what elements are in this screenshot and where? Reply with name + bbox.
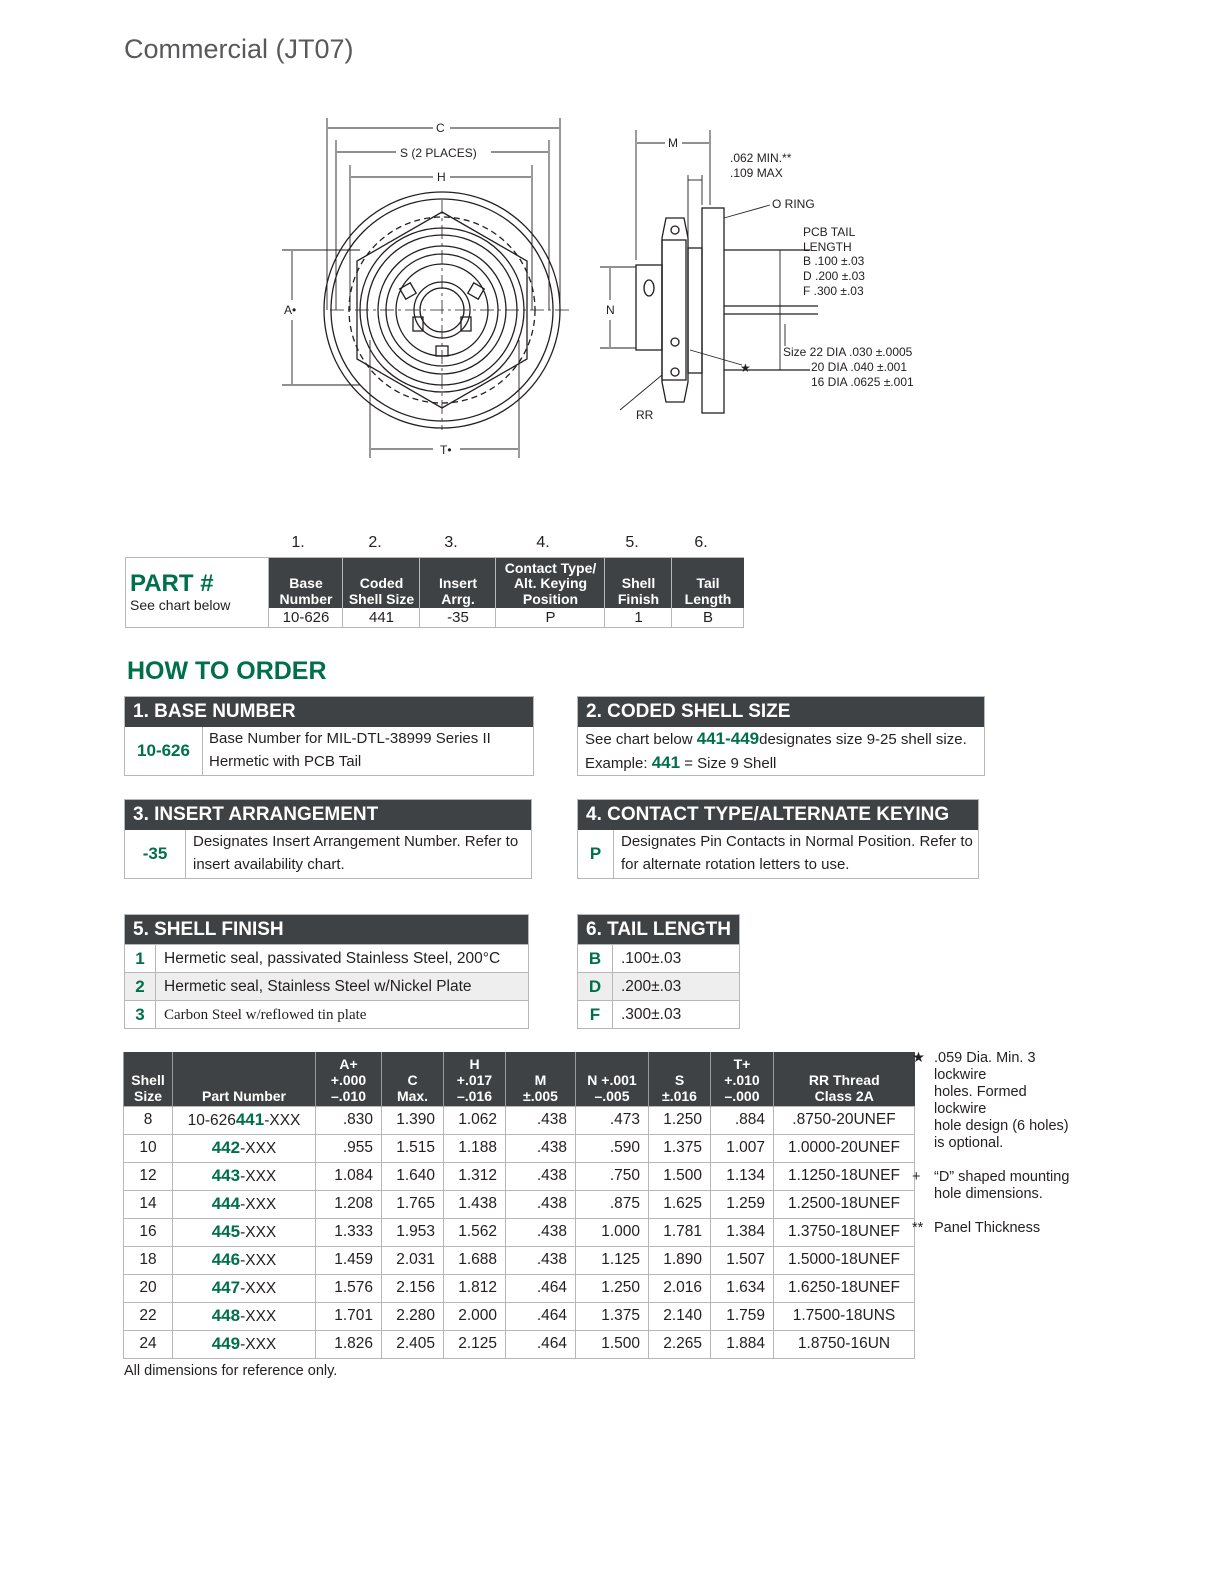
cell-a: .955 bbox=[316, 1134, 382, 1162]
cell-c: 1.515 bbox=[382, 1134, 444, 1162]
pcb-f-label: F .300 ±.03 bbox=[803, 284, 864, 298]
cell-size: 14 bbox=[124, 1190, 173, 1218]
cell-c: 1.765 bbox=[382, 1190, 444, 1218]
cell-t: 1.634 bbox=[711, 1274, 774, 1302]
cell-s: 2.265 bbox=[649, 1330, 711, 1358]
pn-col-header: Shell Finish bbox=[605, 558, 672, 608]
box-header: 1. BASE NUMBER bbox=[125, 697, 533, 727]
cell-size: 16 bbox=[124, 1218, 173, 1246]
dim-t-label: T• bbox=[440, 443, 452, 457]
front-view bbox=[282, 118, 570, 458]
pn-col-value: P bbox=[545, 609, 556, 626]
reference-footnote: All dimensions for reference only. bbox=[124, 1363, 338, 1379]
col-header-t: T+ +.010 –.000 bbox=[711, 1052, 774, 1106]
star-icon: ★ bbox=[740, 361, 751, 375]
base-number-box bbox=[124, 696, 534, 776]
cell-n: .473 bbox=[576, 1106, 649, 1134]
part-number-cell: 442-XXX bbox=[173, 1134, 316, 1162]
cell-t: 1.134 bbox=[711, 1162, 774, 1190]
cell-m: .438 bbox=[506, 1246, 576, 1274]
box-header: 5. SHELL FINISH bbox=[125, 915, 528, 945]
shell-finish-row: 1 Hermetic seal, passivated Stainless Steel, 200°C bbox=[125, 944, 528, 973]
cell-c: 1.640 bbox=[382, 1162, 444, 1190]
pn-col-value: 10-626 bbox=[282, 609, 330, 626]
cell-m: .464 bbox=[506, 1330, 576, 1358]
part-number-heading: PART # bbox=[130, 570, 214, 597]
table-row bbox=[124, 1106, 915, 1134]
cell-rr: 1.6250-18UNEF bbox=[774, 1274, 915, 1302]
table-row bbox=[124, 1246, 915, 1274]
cell-rr: .8750-20UNEF bbox=[774, 1106, 915, 1134]
column-number: 5. bbox=[625, 534, 639, 551]
cell-size: 10 bbox=[124, 1134, 173, 1162]
panel-max-label: .109 MAX bbox=[730, 166, 783, 180]
cell-h: 2.000 bbox=[444, 1302, 506, 1330]
table-row bbox=[124, 1330, 915, 1358]
dia-label-1: Size 22 DIA .030 ±.0005 bbox=[783, 345, 913, 359]
pn-col-shell-finish bbox=[604, 558, 672, 627]
cell-c: 2.405 bbox=[382, 1330, 444, 1358]
insert-arrangement-box bbox=[124, 799, 532, 879]
cell-h: 2.125 bbox=[444, 1330, 506, 1358]
dim-n-label: N bbox=[606, 303, 615, 317]
pn-col-contact-type bbox=[495, 558, 605, 627]
table-row bbox=[124, 1302, 915, 1330]
shell-finish-row: 2 Hermetic seal, Stainless Steel w/Nickel Plate bbox=[125, 972, 528, 1001]
shell-finish-row: 3 Carbon Steel w/reflowed tin plate bbox=[125, 1000, 528, 1029]
col-header-s: S ±.016 bbox=[649, 1052, 711, 1106]
cell-c: 2.280 bbox=[382, 1302, 444, 1330]
part-number-cell: 449-XXX bbox=[173, 1330, 316, 1358]
cell-h: 1.688 bbox=[444, 1246, 506, 1274]
table-row bbox=[124, 1162, 915, 1190]
dim-a-label: A• bbox=[284, 303, 297, 317]
cell-m: .464 bbox=[506, 1274, 576, 1302]
base-number-code: 10-626 bbox=[125, 727, 203, 775]
cell-m: .438 bbox=[506, 1106, 576, 1134]
base-number-description: Base Number for MIL-DTL-38999 Series II Hermetic with PCB Tail bbox=[209, 730, 491, 770]
cell-size: 24 bbox=[124, 1330, 173, 1358]
part-number-label-cell bbox=[126, 558, 268, 627]
cell-s: 2.140 bbox=[649, 1302, 711, 1330]
page-title: Commercial (JT07) bbox=[124, 34, 354, 64]
cell-n: 1.000 bbox=[576, 1218, 649, 1246]
cell-n: 1.250 bbox=[576, 1274, 649, 1302]
cell-a: 1.576 bbox=[316, 1274, 382, 1302]
pn-col-value: -35 bbox=[447, 609, 469, 626]
pn-col-header: Insert Arrg. bbox=[420, 558, 496, 608]
contact-type-code: P bbox=[578, 830, 614, 878]
column-number: 4. bbox=[536, 534, 550, 551]
cell-h: 1.062 bbox=[444, 1106, 506, 1134]
cell-a: 1.333 bbox=[316, 1218, 382, 1246]
cell-c: 1.390 bbox=[382, 1106, 444, 1134]
tail-length-row: D .200±.03 bbox=[578, 972, 739, 1001]
double-asterisk-icon: ** bbox=[912, 1220, 924, 1236]
cell-m: .438 bbox=[506, 1218, 576, 1246]
note-lockwire: ★ .059 Dia. Min. 3 lockwire holes. Formed lockwire hole design (6 holes) is optional. bbox=[912, 1050, 1069, 1151]
box-header: 4. CONTACT TYPE/ALTERNATE KEYING bbox=[578, 800, 978, 830]
cell-t: 1.507 bbox=[711, 1246, 774, 1274]
col-header-part-number: Part Number bbox=[173, 1052, 316, 1106]
table-row bbox=[124, 1274, 915, 1302]
note-d-shaped: + “D” shaped mounting hole dimensions. bbox=[912, 1169, 1070, 1202]
cell-t: .884 bbox=[711, 1106, 774, 1134]
column-number: 2. bbox=[368, 534, 382, 551]
cell-s: 2.016 bbox=[649, 1274, 711, 1302]
note-panel-thickness: ** Panel Thickness bbox=[912, 1220, 1041, 1236]
dimension-table-header bbox=[124, 1052, 915, 1106]
coded-shell-description: See chart below 441-449designates size 9-25 shell size. Example: 441 = Size 9 Shell bbox=[585, 729, 967, 772]
coded-shell-size-box bbox=[577, 696, 985, 776]
insert-arrangement-description: Designates Insert Arrangement Number. Refer to insert availability chart. bbox=[193, 833, 519, 873]
cell-c: 2.031 bbox=[382, 1246, 444, 1274]
dia-label-2: 20 DIA .040 ±.001 bbox=[811, 360, 907, 374]
column-number: 6. bbox=[694, 534, 708, 551]
tail-length-box bbox=[577, 914, 740, 1029]
box-header: 2. CODED SHELL SIZE bbox=[578, 697, 984, 727]
cell-n: .875 bbox=[576, 1190, 649, 1218]
insert-arrangement-code: -35 bbox=[125, 830, 186, 878]
table-row bbox=[124, 1190, 915, 1218]
cell-t: 1.384 bbox=[711, 1218, 774, 1246]
cell-n: 1.500 bbox=[576, 1330, 649, 1358]
cell-n: 1.125 bbox=[576, 1246, 649, 1274]
cell-rr: 1.7500-18UNS bbox=[774, 1302, 915, 1330]
cell-h: 1.562 bbox=[444, 1218, 506, 1246]
connector-drawing bbox=[270, 110, 970, 470]
cell-s: 1.781 bbox=[649, 1218, 711, 1246]
cell-c: 2.156 bbox=[382, 1274, 444, 1302]
col-header-a: A+ +.000 –.010 bbox=[316, 1052, 382, 1106]
cell-s: 1.625 bbox=[649, 1190, 711, 1218]
cell-a: 1.826 bbox=[316, 1330, 382, 1358]
cell-h: 1.188 bbox=[444, 1134, 506, 1162]
table-row bbox=[124, 1218, 915, 1246]
cell-h: 1.312 bbox=[444, 1162, 506, 1190]
part-number-cell: 10-626441-XXX bbox=[173, 1106, 316, 1134]
cell-s: 1.500 bbox=[649, 1162, 711, 1190]
col-header-shell-size: Shell Size bbox=[124, 1052, 173, 1106]
cell-t: 1.007 bbox=[711, 1134, 774, 1162]
pn-col-header: Coded Shell Size bbox=[343, 558, 420, 608]
cell-m: .464 bbox=[506, 1302, 576, 1330]
pn-col-header: Contact Type/ Alt. Keying Position bbox=[496, 558, 605, 608]
pn-col-tail-length bbox=[671, 558, 744, 627]
part-number-cell: 447-XXX bbox=[173, 1274, 316, 1302]
col-header-rr-thread: RR Thread Class 2A bbox=[774, 1052, 915, 1106]
part-number-cell: 448-XXX bbox=[173, 1302, 316, 1330]
part-number-cell: 444-XXX bbox=[173, 1190, 316, 1218]
table-row bbox=[124, 1134, 915, 1162]
dim-c-label: C bbox=[436, 121, 445, 135]
part-number-table bbox=[125, 557, 744, 628]
cell-rr: 1.3750-18UNEF bbox=[774, 1218, 915, 1246]
cell-a: 1.459 bbox=[316, 1246, 382, 1274]
pn-col-value: 1 bbox=[634, 609, 643, 626]
cell-n: .750 bbox=[576, 1162, 649, 1190]
cell-s: 1.890 bbox=[649, 1246, 711, 1274]
shell-finish-box bbox=[124, 914, 529, 1029]
dim-h-label: H bbox=[437, 170, 446, 184]
star-icon: ★ bbox=[912, 1050, 925, 1066]
cell-rr: 1.5000-18UNEF bbox=[774, 1246, 915, 1274]
part-number-column-numbers bbox=[0, 534, 800, 554]
box-header: 6. TAIL LENGTH bbox=[578, 915, 739, 945]
pn-col-base-number bbox=[268, 558, 343, 627]
cell-t: 1.759 bbox=[711, 1302, 774, 1330]
how-to-order-heading: HOW TO ORDER bbox=[127, 657, 327, 685]
cell-rr: 1.0000-20UNEF bbox=[774, 1134, 915, 1162]
cell-rr: 1.8750-16UN bbox=[774, 1330, 915, 1358]
cell-c: 1.953 bbox=[382, 1218, 444, 1246]
contact-type-description: Designates Pin Contacts in Normal Position. Refer to for alternate rotation letters to use. bbox=[621, 833, 973, 873]
cell-rr: 1.1250-18UNEF bbox=[774, 1162, 915, 1190]
pn-col-value: 441 bbox=[368, 609, 395, 626]
pn-col-value: B bbox=[702, 609, 713, 626]
dim-s-label: S (2 PLACES) bbox=[400, 146, 477, 160]
cell-n: 1.375 bbox=[576, 1302, 649, 1330]
cell-a: 1.701 bbox=[316, 1302, 382, 1330]
cell-size: 12 bbox=[124, 1162, 173, 1190]
cell-t: 1.884 bbox=[711, 1330, 774, 1358]
part-number-subheading: See chart below bbox=[130, 597, 231, 613]
cell-s: 1.250 bbox=[649, 1106, 711, 1134]
part-number-cell: 443-XXX bbox=[173, 1162, 316, 1190]
oring-label: O RING bbox=[772, 197, 815, 211]
pn-col-header: Tail Length bbox=[672, 558, 744, 608]
pcb-b-label: B .100 ±.03 bbox=[803, 254, 865, 268]
col-header-n: N +.001 –.005 bbox=[576, 1052, 649, 1106]
contact-type-box bbox=[577, 799, 979, 879]
col-header-h: H +.017 –.016 bbox=[444, 1052, 506, 1106]
dimension-table bbox=[123, 1052, 915, 1359]
box-header: 3. INSERT ARRANGEMENT bbox=[125, 800, 531, 830]
cell-a: .830 bbox=[316, 1106, 382, 1134]
panel-min-label: .062 MIN.** bbox=[730, 151, 792, 165]
cell-rr: 1.2500-18UNEF bbox=[774, 1190, 915, 1218]
part-number-cell: 445-XXX bbox=[173, 1218, 316, 1246]
cell-size: 22 bbox=[124, 1302, 173, 1330]
cell-t: 1.259 bbox=[711, 1190, 774, 1218]
tail-length-row: F .300±.03 bbox=[578, 1000, 739, 1029]
pcb-length-label: LENGTH bbox=[803, 240, 852, 254]
cell-size: 8 bbox=[124, 1106, 173, 1134]
cell-size: 20 bbox=[124, 1274, 173, 1302]
col-header-m: M ±.005 bbox=[506, 1052, 576, 1106]
cell-a: 1.084 bbox=[316, 1162, 382, 1190]
cell-n: .590 bbox=[576, 1134, 649, 1162]
pcb-tail-label: PCB TAIL bbox=[803, 225, 856, 239]
tail-length-row: B .100±.03 bbox=[578, 944, 739, 973]
dim-m-label: M bbox=[668, 136, 678, 150]
part-number-cell: 446-XXX bbox=[173, 1246, 316, 1274]
column-number: 3. bbox=[444, 534, 458, 551]
pcb-d-label: D .200 ±.03 bbox=[803, 269, 865, 283]
cell-h: 1.438 bbox=[444, 1190, 506, 1218]
cell-m: .438 bbox=[506, 1162, 576, 1190]
plus-icon: + bbox=[912, 1169, 921, 1185]
notes bbox=[912, 1050, 1092, 1254]
dim-rr-label: RR bbox=[636, 408, 654, 422]
col-header-c: C Max. bbox=[382, 1052, 444, 1106]
dia-label-3: 16 DIA .0625 ±.001 bbox=[811, 375, 914, 389]
pn-col-insert-arrangement bbox=[419, 558, 496, 627]
cell-size: 18 bbox=[124, 1246, 173, 1274]
cell-s: 1.375 bbox=[649, 1134, 711, 1162]
cell-h: 1.812 bbox=[444, 1274, 506, 1302]
pn-col-header: Base Number bbox=[269, 558, 343, 608]
cell-m: .438 bbox=[506, 1134, 576, 1162]
pn-col-coded-shell-size bbox=[342, 558, 420, 627]
column-number: 1. bbox=[291, 534, 305, 551]
cell-m: .438 bbox=[506, 1190, 576, 1218]
side-view bbox=[600, 130, 818, 413]
cell-a: 1.208 bbox=[316, 1190, 382, 1218]
